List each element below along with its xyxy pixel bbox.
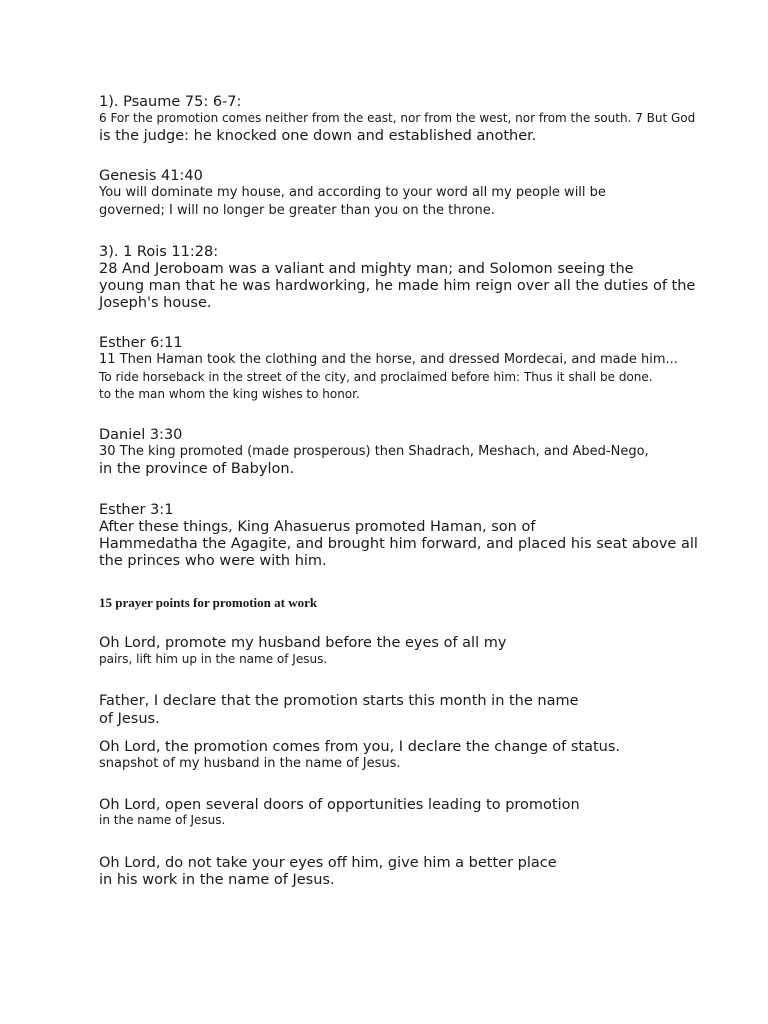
prayer-point-line: Oh Lord, open several doors of opportunities leading to promotion [99,797,580,813]
verse-reference: 3). 1 Rois 11:28: [99,244,219,260]
verse-text-line: 28 And Jeroboam was a valiant and mighty man; and Solomon seeing the [99,261,634,277]
verse-reference: Genesis 41:40 [99,168,203,184]
verse-reference: Esther 6:11 [99,335,183,351]
prayer-point-line: snapshot of my husband in the name of Jesus. [99,756,401,771]
verse-text-line: Hammedatha the Agagite, and brought him forward, and placed his seat above all [99,536,698,552]
prayer-point-line: in his work in the name of Jesus. [99,872,335,888]
verse-text-line: to the man whom the king wishes to honor. [99,387,360,401]
verse-text-line: You will dominate my house, and according to your word all my people will be [99,185,606,200]
verse-reference: 1). Psaume 75: 6-7: [99,94,242,110]
verse-text-line: in the province of Babylon. [99,461,295,477]
section-heading: 15 prayer points for promotion at work [99,595,318,610]
prayer-point-line: of Jesus. [99,711,160,727]
verse-text-line: governed; I will no longer be greater than you on the throne. [99,203,495,218]
prayer-point-line: in the name of Jesus. [99,813,226,827]
verse-text-line: is the judge: he knocked one down and established another. [99,128,537,144]
verse-text-line: the princes who were with him. [99,553,327,569]
prayer-point-line: Oh Lord, promote my husband before the eyes of all my [99,635,507,651]
verse-text-line: 11 Then Haman took the clothing and the horse, and dressed Mordecai, and made him... [99,352,678,367]
verse-text-line: 6 For the promotion comes neither from the east, nor from the west, nor from the south. 7 But God [99,111,696,125]
verse-text-line: Joseph's house. [99,295,212,311]
prayer-point-line: Father, I declare that the promotion starts this month in the name [99,693,579,709]
verse-text-line: After these things, King Ahasuerus promoted Haman, son of [99,519,536,535]
verse-reference: Daniel 3:30 [99,427,183,443]
verse-text-line: To ride horseback in the street of the city, and proclaimed before him: Thus it shall be done. [99,370,653,384]
verse-reference: Esther 3:1 [99,502,174,518]
prayer-point-line: pairs, lift him up in the name of Jesus. [99,652,328,666]
prayer-point-line: Oh Lord, the promotion comes from you, I declare the change of status. [99,739,621,755]
verse-text-line: 30 The king promoted (made prosperous) then Shadrach, Meshach, and Abed-Nego, [99,444,649,459]
verse-text-line: young man that he was hardworking, he made him reign over all the duties of the [99,278,696,294]
prayer-point-line: Oh Lord, do not take your eyes off him, give him a better place [99,855,557,871]
